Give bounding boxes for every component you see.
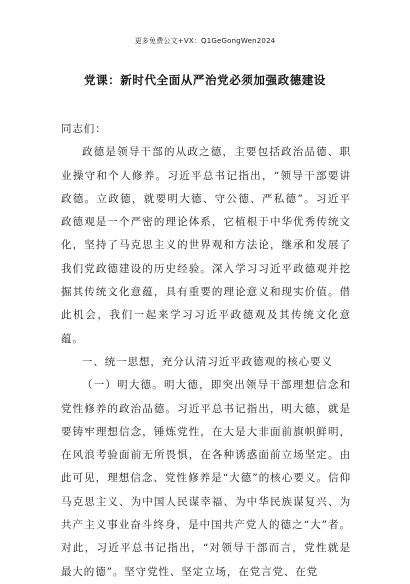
paragraph-ming-da-de: （一）明大德。明大德，即突出领导干部理想信念和党性修养的政治品德。习近平总书记指出，明大德，就是要铸牢理想信念，锤炼党性，在大是大非面前旗帜鲜明，在风浪考验面前无所畏惧，在各种诱惑面前立场坚定。由此可见，理想信念、党性修养是“大德”的核心要义。信仰马克思主义、为中国人民谋幸福、为中华民族谋复兴、为共产主义事业奋斗终身，是中国共产党人的德之“大”者。对此，习近平总书记指出，“对领导干部而言，党性就是最大的德”。坚守党性、坚定立场，在党言党、在党	[61, 379, 351, 578]
paragraph-intro: 政德是领导干部的从政之德，主要包括政治品德、职业操守和个人修养。习近平总书记指出，“领导干部要讲政德。立政德，就要明大德、守公德、严私德”。习近平政德观是一个严密的理论体系，它植根于中华优秀传统文化，坚持了马克思主义的世界观和方法论，继承和发展了我们党政德建设的历史经验。深入学习习近平政德观并挖掘其传统文化意蕴，具有重要的理论意义和现实价值。借此机会，我们一起来学习习近平政德观及其传统文化意蕴。	[61, 146, 351, 345]
document-title: 党课：新时代全面从严治党必须加强政德建设	[84, 73, 326, 87]
salutation: 同志们：	[61, 123, 107, 135]
section-heading-1: 一、统一思想，充分认清习近平政德观的核心要义	[82, 355, 333, 368]
document-body	[61, 118, 351, 584]
header-note: 更多免费公文+VX：Q1GeGongWen2024	[134, 37, 276, 45]
